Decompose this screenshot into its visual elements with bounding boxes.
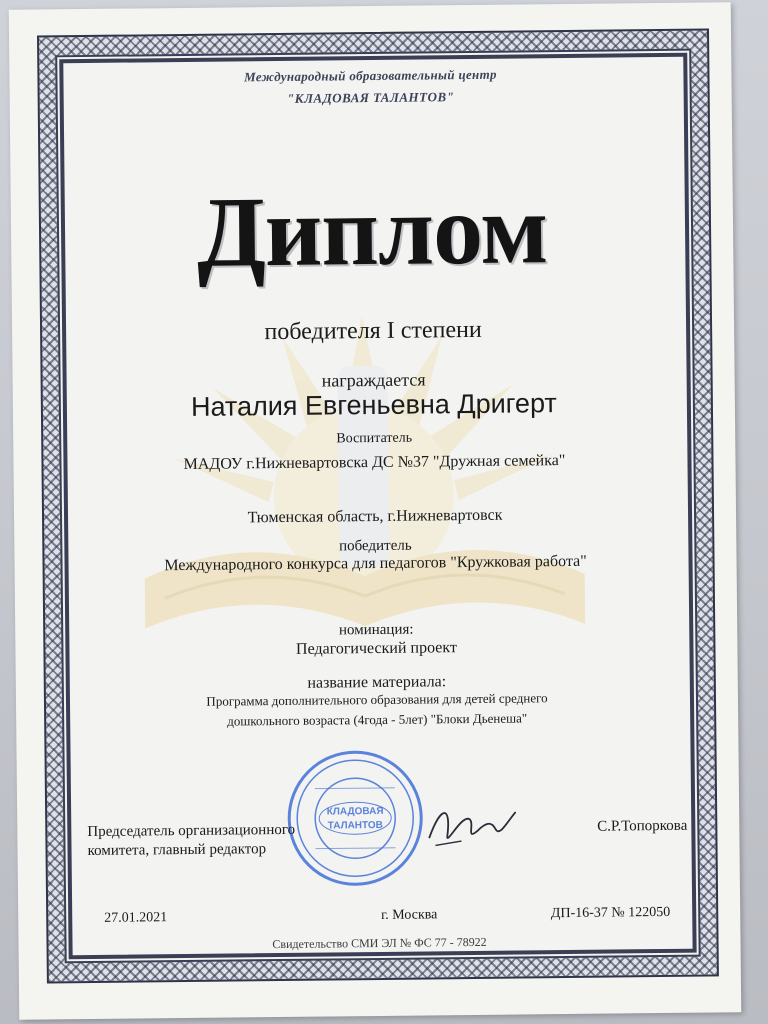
organization-brand: "КЛАДОВАЯ ТАЛАНТОВ" bbox=[286, 89, 455, 106]
recipient-name: Наталия Евгеньевна Дригерт bbox=[190, 388, 557, 422]
document-number: ДП-16-37 № 122050 bbox=[550, 904, 671, 922]
recipient-position: Воспитатель bbox=[336, 430, 413, 447]
nomination-value: Педагогический проект bbox=[295, 639, 457, 658]
stamp-text-line1: КЛАДОВАЯ bbox=[326, 805, 384, 818]
awarded-label: награждается bbox=[321, 369, 426, 391]
chair-title-line1: Председатель организационного bbox=[87, 821, 296, 841]
nomination-label: номинация: bbox=[338, 621, 414, 639]
issue-city: г. Москва bbox=[381, 907, 438, 923]
material-label: название материала: bbox=[307, 673, 447, 692]
diploma-degree: победителя I степени bbox=[264, 316, 482, 346]
material-title-line2: дошкольного возраста (4года - 5лет) "Блоки Дьенеша" bbox=[227, 710, 528, 729]
stamp-text-line2: ТАЛАНТОВ bbox=[327, 819, 383, 832]
recipient-region: Тюменская область, г.Нижневартовск bbox=[247, 506, 503, 527]
chair-title-line2: комитета, главный редактор bbox=[87, 841, 267, 860]
contest-name: Международного конкурса для педагогов "Кружковая работа" bbox=[164, 552, 587, 575]
winner-label: победитель bbox=[338, 537, 412, 555]
material-title-line1: Программа дополнительного образования для детей среднего bbox=[206, 690, 548, 709]
diploma-sheet bbox=[9, 2, 742, 1020]
organization-name: Международный образовательный центр bbox=[244, 66, 497, 85]
handwritten-signature bbox=[421, 794, 522, 855]
official-stamp-seal bbox=[284, 747, 425, 888]
diploma-title: Диплом bbox=[196, 173, 548, 288]
recipient-institution: МАДОУ г.Нижневартовска ДС №37 "Дружная семейка" bbox=[183, 452, 566, 474]
issue-date: 27.01.2021 bbox=[104, 910, 168, 926]
media-registration: Свидетельство СМИ ЭЛ № ФС 77 - 78922 bbox=[272, 934, 487, 952]
chair-name: С.Р.Топоркова bbox=[597, 817, 688, 835]
